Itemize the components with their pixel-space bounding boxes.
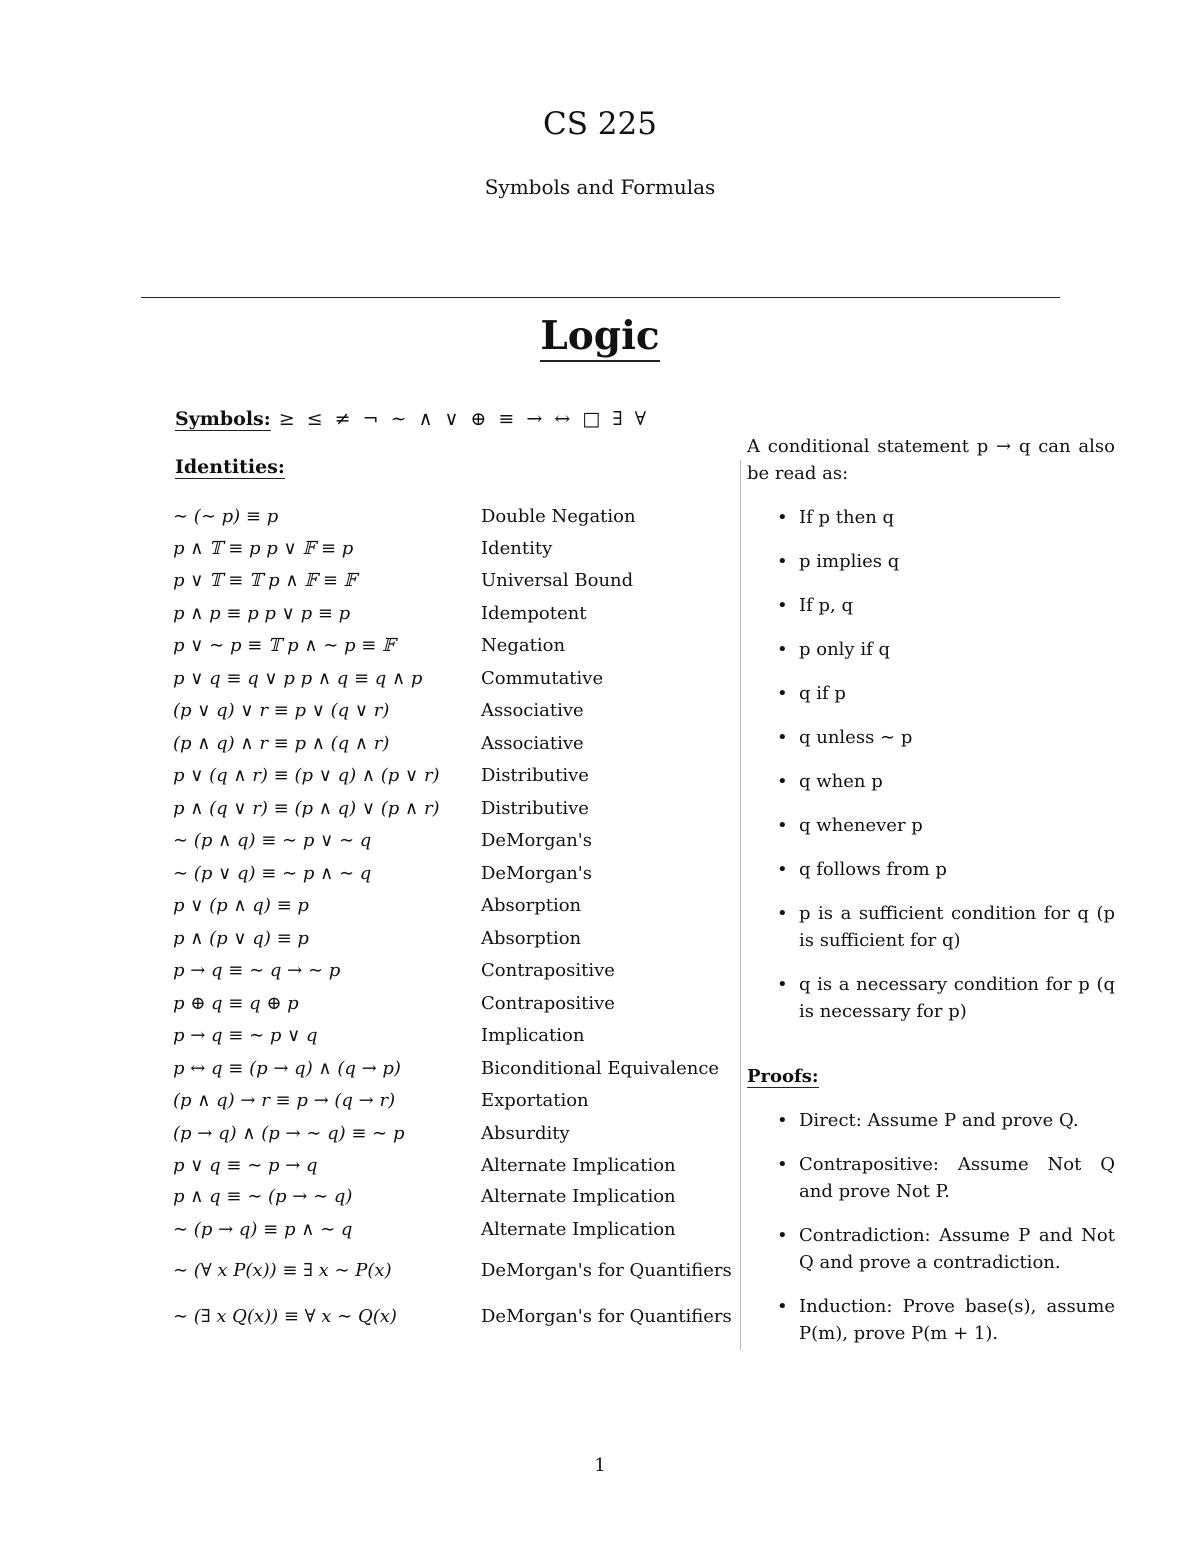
identity-formula: ∼ (∃ x Q(x)) ≡ ∀ x ∼ Q(x) <box>173 1306 397 1327</box>
identity-row <box>0 928 740 954</box>
list-item: • q if p <box>747 680 1115 707</box>
identity-name: Identity <box>481 538 553 559</box>
identity-formula: p ∨ ∼ p ≡ 𝕋 p ∧ ∼ p ≡ 𝔽 <box>173 635 395 656</box>
identity-name: Alternate Implication <box>481 1186 676 1207</box>
list-item: • p implies q <box>747 548 1115 575</box>
proofs-list <box>747 1107 1115 1347</box>
identity-name: Alternate Implication <box>481 1219 676 1240</box>
identity-row <box>0 1123 740 1149</box>
proofs-heading <box>747 1063 1115 1090</box>
identity-formula: ∼ (p → q) ≡ p ∧ ∼ q <box>173 1219 353 1240</box>
identity-name: DeMorgan's for Quantifiers <box>481 1306 732 1327</box>
identity-name: Associative <box>481 700 584 721</box>
identity-row <box>0 1186 740 1212</box>
list-item: • q is a necessary condition for p (q is necessary for p) <box>747 971 1115 1025</box>
list-item: • q when p <box>747 768 1115 795</box>
identity-formula: (p ∧ q) → r ≡ p → (q → r) <box>173 1090 396 1111</box>
identity-formula: p ∨ 𝕋 ≡ 𝕋 p ∧ 𝔽 ≡ 𝔽 <box>173 570 357 591</box>
identity-formula: p → q ≡ ∼ p ∨ q <box>173 1025 318 1046</box>
list-item: • q follows from p <box>747 856 1115 883</box>
identity-name: DeMorgan's <box>481 830 592 851</box>
identity-name: DeMorgan's <box>481 863 592 884</box>
identity-name: Universal Bound <box>481 570 634 591</box>
identity-name: Double Negation <box>481 506 636 527</box>
identity-name: Associative <box>481 733 584 754</box>
identity-name: Distributive <box>481 765 589 786</box>
identity-formula: p ∧ 𝕋 ≡ p p ∨ 𝔽 ≡ p <box>173 538 354 559</box>
identity-row <box>0 895 740 921</box>
symbols-list: ≥ ≤ ≠ ¬ ∼ ∧ ∨ ⊕ ≡ → ↔ □ ∃ ∀ <box>278 408 650 430</box>
identity-formula: p ⊕ q ≡ q ⊕ p <box>173 993 299 1014</box>
identity-formula: p ∧ (q ∨ r) ≡ (p ∧ q) ∨ (p ∧ r) <box>173 798 440 819</box>
identity-row <box>0 830 740 856</box>
identity-formula: p ∧ q ≡ ∼ (p → ∼ q) <box>173 1186 353 1207</box>
list-item: • q whenever p <box>747 812 1115 839</box>
identity-name: Implication <box>481 1025 585 1046</box>
identity-row <box>0 1306 740 1332</box>
symbols-line <box>175 408 649 430</box>
conditional-readings-list <box>747 504 1115 1025</box>
identity-name: Contrapositive <box>481 960 615 981</box>
course-title: CS 225 <box>543 106 657 142</box>
list-item: • Contrapositive: Assume Not Q and prove Not P. <box>747 1151 1115 1205</box>
column-divider <box>740 460 741 1350</box>
identity-row <box>0 635 740 661</box>
identity-formula: p ∨ (p ∧ q) ≡ p <box>173 895 309 916</box>
identity-name: Absorption <box>481 928 582 949</box>
identity-row <box>0 765 740 791</box>
identity-formula: p ∨ q ≡ ∼ p → q <box>173 1155 318 1176</box>
identity-row <box>0 1025 740 1051</box>
section-title-text: Logic <box>540 313 659 362</box>
identity-name: Contrapositive <box>481 993 615 1014</box>
identity-row <box>0 570 740 596</box>
list-item: • Direct: Assume P and prove Q. <box>747 1107 1115 1134</box>
identity-name: Biconditional Equivalence <box>481 1058 720 1079</box>
identity-name: DeMorgan's for Quantifiers <box>481 1260 732 1281</box>
identity-formula: p ∧ p ≡ p p ∨ p ≡ p <box>173 603 351 624</box>
section-divider-rule <box>141 297 1060 298</box>
right-column <box>747 433 1115 1347</box>
list-item: • If p, q <box>747 592 1115 619</box>
identity-formula: p ↔ q ≡ (p → q) ∧ (q → p) <box>173 1058 401 1079</box>
identity-name: Absorption <box>481 895 582 916</box>
identity-name: Negation <box>481 635 566 656</box>
identity-formula: (p ∨ q) ∨ r ≡ p ∨ (q ∨ r) <box>173 700 390 721</box>
identity-formula: p ∨ (q ∧ r) ≡ (p ∨ q) ∧ (p ∨ r) <box>173 765 440 786</box>
course-subtitle: Symbols and Formulas <box>484 175 716 199</box>
identity-name: Idempotent <box>481 603 587 624</box>
identity-row <box>0 993 740 1019</box>
identity-row <box>0 863 740 889</box>
list-item: • If p then q <box>747 504 1115 531</box>
identities-heading-text: Identities: <box>175 456 285 478</box>
identity-row <box>0 733 740 759</box>
identity-row <box>0 1260 740 1286</box>
identity-name: Alternate Implication <box>481 1155 676 1176</box>
list-item: • Contradiction: Assume P and Not Q and prove a contradiction. <box>747 1222 1115 1276</box>
identity-row <box>0 1219 740 1245</box>
identity-row <box>0 798 740 824</box>
proofs-heading-text: Proofs: <box>747 1066 819 1087</box>
identity-row <box>0 506 740 532</box>
identity-name: Distributive <box>481 798 589 819</box>
identity-formula: p ∧ (p ∨ q) ≡ p <box>173 928 309 949</box>
identity-formula: ∼ (∼ p) ≡ p <box>173 506 279 527</box>
identity-row <box>0 960 740 986</box>
conditional-intro: A conditional statement p → q can also be read as: <box>747 436 1115 484</box>
identity-formula: ∼ (p ∧ q) ≡ ∼ p ∨ ∼ q <box>173 830 372 851</box>
identity-formula: p ∨ q ≡ q ∨ p p ∧ q ≡ q ∧ p <box>173 668 423 689</box>
section-title <box>0 313 1200 359</box>
identity-row <box>0 1090 740 1116</box>
identity-name: Exportation <box>481 1090 589 1111</box>
list-item: • p only if q <box>747 636 1115 663</box>
identity-formula: p → q ≡ ∼ q → ∼ p <box>173 960 341 981</box>
identity-formula: ∼ (p ∨ q) ≡ ∼ p ∧ ∼ q <box>173 863 372 884</box>
list-item: • Induction: Prove base(s), assume P(m), prove P(m + 1). <box>747 1293 1115 1347</box>
list-item: • p is a sufficient condition for q (p is sufficient for q) <box>747 900 1115 954</box>
identity-name: Commutative <box>481 668 604 689</box>
identity-formula: (p → q) ∧ (p → ∼ q) ≡ ∼ p <box>173 1123 405 1144</box>
identity-row <box>0 603 740 629</box>
identity-row <box>0 1155 740 1181</box>
identity-row <box>0 700 740 726</box>
identity-row <box>0 538 740 564</box>
page-number: 1 <box>594 1455 606 1476</box>
identity-name: Absurdity <box>481 1123 570 1144</box>
identities-heading <box>175 456 285 478</box>
list-item: • q unless ∼ p <box>747 724 1115 751</box>
symbols-label: Symbols: <box>175 408 271 430</box>
identity-row <box>0 668 740 694</box>
identity-formula: (p ∧ q) ∧ r ≡ p ∧ (q ∧ r) <box>173 733 390 754</box>
identity-row <box>0 1058 740 1084</box>
identity-formula: ∼ (∀ x P(x)) ≡ ∃ x ∼ P(x) <box>173 1260 392 1281</box>
